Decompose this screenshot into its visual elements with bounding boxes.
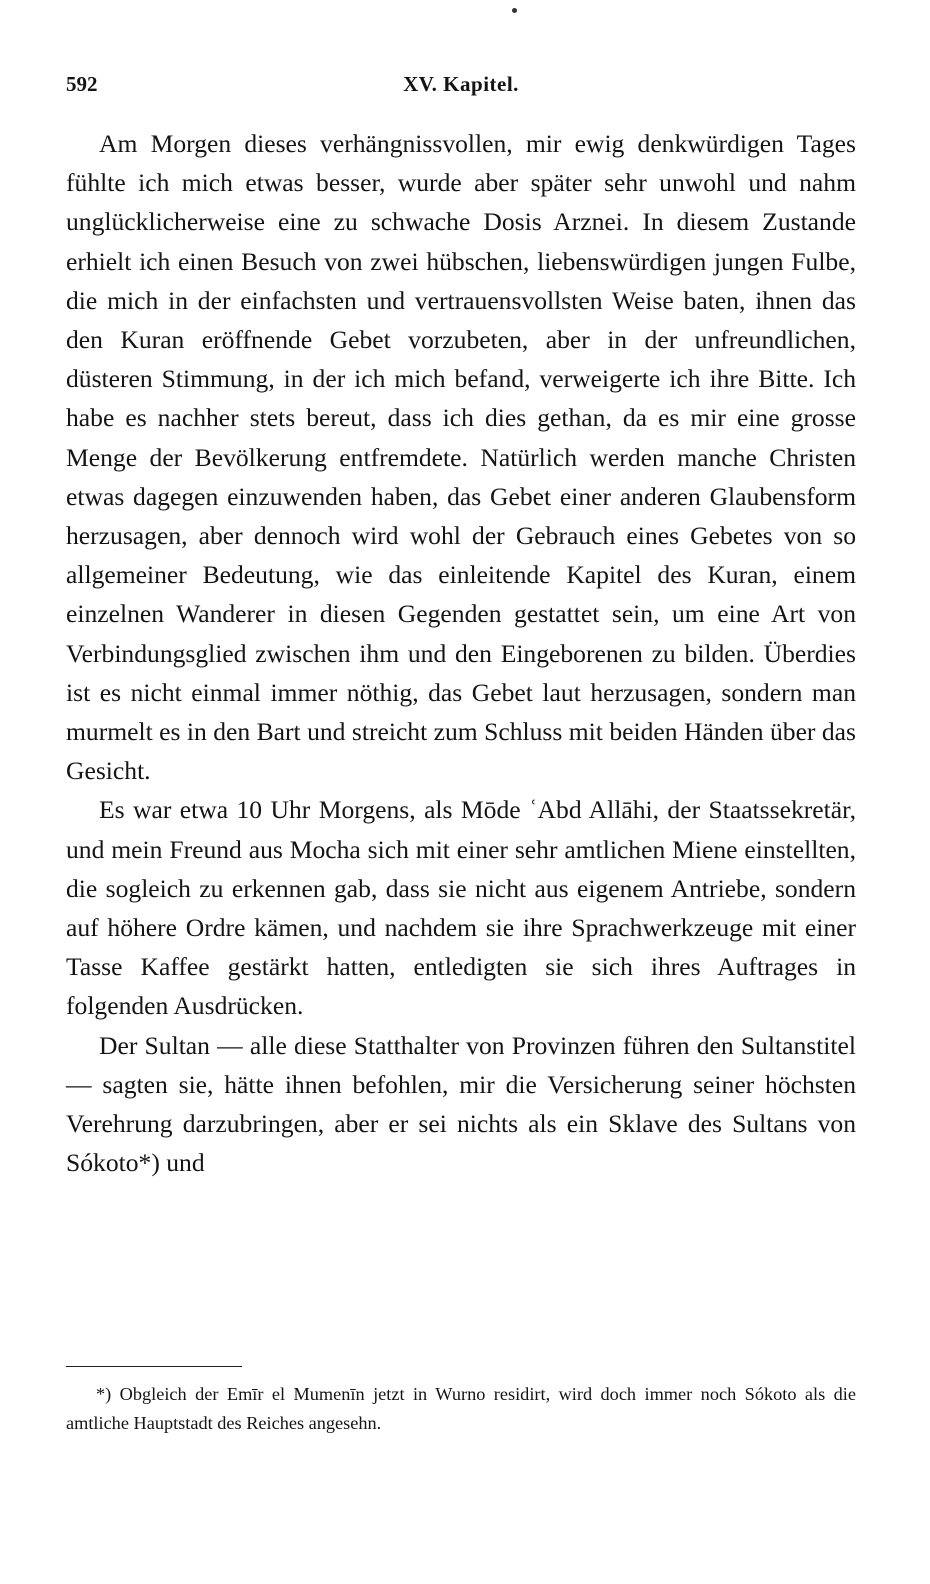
page-header (66, 72, 856, 106)
print-speck (512, 8, 517, 13)
page-number: 592 (66, 72, 98, 96)
paragraph: Es war etwa 10 Uhr Morgens, als Mōde ʿAbd Allāhi, der Staatssekretär, und mein Freund aus Mocha sich mit einer sehr amtlichen Miene einstellten, die sogleich zu erkennen gab, dass sie nicht aus eigenem Antriebe, sondern auf höhere Ordre kämen, und nachdem sie ihre Sprachwerkzeuge mit einer Tasse Kaffee gestärkt hatten, entledigten sie sich ihres Auftrages in folgenden Ausdrücken. (66, 795, 856, 1021)
paragraph: Der Sultan — alle diese Statthalter von Provinzen führen den Sultanstitel — sagten sie, hätte ihnen befohlen, mir die Versicherung seiner höchsten Verehrung darzubringen, aber er sei nichts als ein Sklave des Sultans von Sókoto*) und (66, 1030, 856, 1178)
running-head: XV. Kapitel. (403, 72, 519, 96)
body-text (66, 124, 856, 1182)
paragraph: Am Morgen dieses verhängnissvollen, mir ewig denkwürdigen Tages fühlte ich mich etwas besser, wurde aber später sehr unwohl und nahm unglücklicherweise eine zu schwache Dosis Arznei. In diesem Zustande erhielt ich einen Besuch von zwei hübschen, liebenswürdigen jungen Fulbe, die mich in der einfachsten und vertrauensvollsten Weise baten, ihnen das den Kuran eröffnende Gebet vorzubeten, aber in der unfreundlichen, düsteren Stimmung, in der ich mich befand, verweigerte ich ihre Bitte. Ich habe es nachher stets bereut, dass ich dies gethan, da es mir eine grosse Menge der Bevölkerung entfremdete. Natürlich werden manche Christen etwas dagegen einzuwenden haben, das Gebet einer anderen Glaubensform herzusagen, aber dennoch wird wohl der Gebrauch eines Gebetes von so allgemeiner Bedeutung, wie das einleitende Kapitel des Kuran, einem einzelnen Wanderer in diesen Gegenden gestattet sein, um eine Art von Verbindungsglied zwischen ihm und den Eingeborenen zu bilden. Überdies ist es nicht einmal immer nöthig, das Gebet laut herzusagen, sondern man murmelt es in den Bart und streicht zum Schluss mit beiden Händen über das Gesicht. (66, 129, 856, 786)
footnote-divider (66, 1366, 242, 1367)
footnote: *) Obgleich der Emīr el Mumenīn jetzt in Wurno residirt, wird doch immer noch Sókoto als die amtliche Hauptstadt des Reiches angesehn. (66, 1384, 856, 1433)
